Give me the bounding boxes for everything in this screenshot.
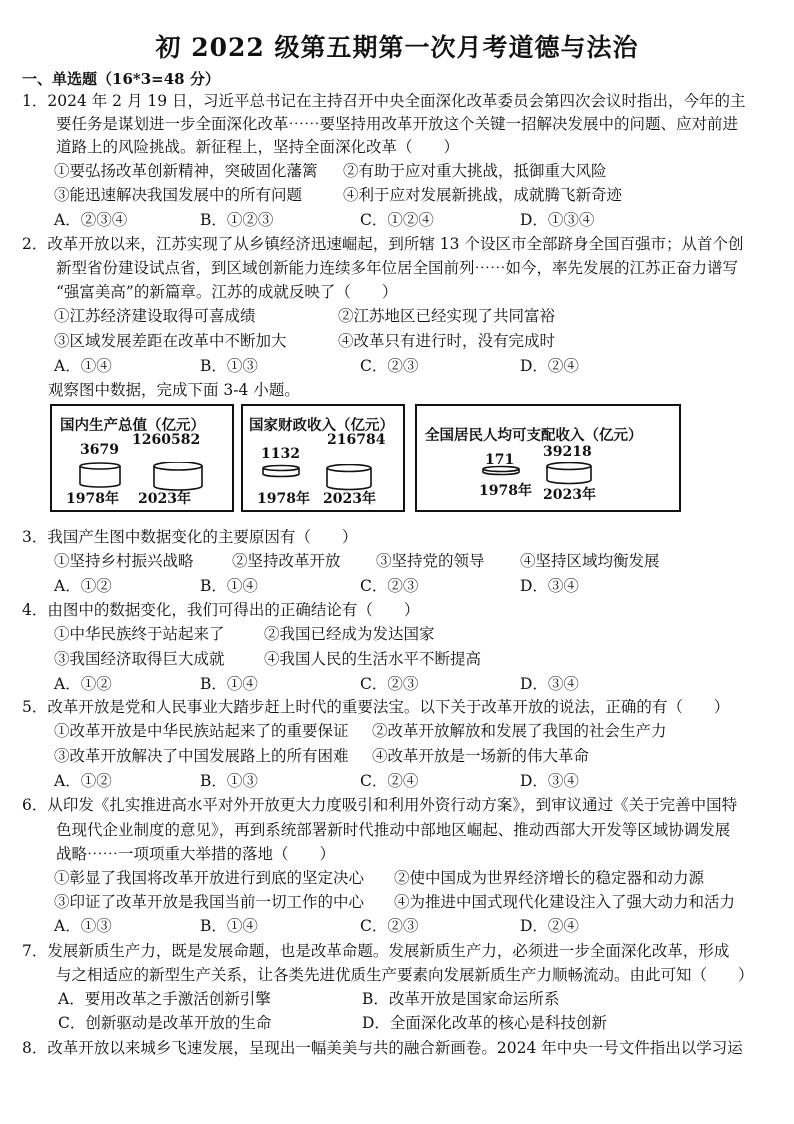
gdp-chart-box (50, 404, 234, 512)
q7-choice-c[interactable]: C．创新驱动是改革开放的生命 (58, 1014, 272, 1032)
q7-line-1: 7．发展新质生产力，既是发展命题，也是改革命题。发展新质生产力，必须进一步全面深化改革，形成 (22, 942, 730, 960)
income-2023-value: 39218 (543, 444, 592, 460)
q1-line-3: 道路上的风险挑战。新征程上，坚持全面深化改革（ ） (56, 138, 460, 156)
q5-choice-d[interactable]: D．③④ (520, 772, 579, 790)
q5-stem: 5．改革开放是党和人民事业大踏步赶上时代的重要法宝。以下关于改革开放的说法，正确的有（ ） (22, 698, 730, 716)
q4-item-2: ②我国已经成为发达国家 (264, 625, 435, 643)
q3-item-4: ④坚持区域均衡发展 (520, 552, 660, 570)
income-chart-box (415, 404, 681, 512)
q4-choice-a[interactable]: A．①② (54, 675, 112, 693)
q8-line-1: 8．改革开放以来城乡飞速发展，呈现出一幅美美与共的融合新画卷。2024 年中央一号文件指出以学习运 (22, 1039, 743, 1057)
q6-choice-d[interactable]: D．②④ (520, 917, 579, 935)
q5-item-4: ④改革开放是一场新的伟大革命 (372, 747, 590, 765)
q4-item-1: ①中华民族终于站起来了 (54, 625, 225, 643)
q4-choice-b[interactable]: B．①④ (200, 675, 258, 693)
q1-choice-b[interactable]: B．①②③ (200, 211, 274, 229)
q1-choice-a[interactable]: A．②③④ (54, 211, 128, 229)
q7-choice-b[interactable]: B．改革开放是国家命运所系 (362, 990, 560, 1008)
q6-choice-a[interactable]: A．①③ (54, 917, 112, 935)
section-heading: 一、单选题（16*3=48 分） (22, 70, 220, 88)
q6-line-2: 色现代企业制度的意见》，再到系统部署新时代推动中部地区崛起、推动西部大开发等区域协调发展 (56, 821, 731, 839)
q1-item-3: ③能迅速解决我国发展中的所有问题 (54, 186, 303, 204)
q3-item-3: ③坚持党的领导 (376, 552, 485, 570)
q3-choice-d[interactable]: D．③④ (520, 577, 579, 595)
q1-line-2: 要任务是谋划进一步全面深化改革⋯⋯要坚持用改革开放这个关键一招解决发展中的问题、应对前进 (56, 115, 739, 133)
q3-choice-c[interactable]: C．②③ (360, 577, 419, 595)
gdp-year-1978: 1978年 (66, 491, 119, 507)
q4-stem: 4．由图中的数据变化，我们可得出的正确结论有（ ） (22, 601, 420, 619)
q2-line-1: 2．改革开放以来，江苏实现了从乡镇经济迅速崛起，到所辖 13 个设区市全部跻身全国百强市；从首个创 (22, 235, 744, 253)
q5-item-1: ①改革开放是中华民族站起来了的重要保证 (54, 722, 349, 740)
page-title: 初 2022 级第五期第一次月考道德与法治 (155, 33, 639, 62)
q5-item-3: ③改革开放解决了中国发展路上的所有困难 (54, 747, 349, 765)
revenue-chart-box (241, 404, 405, 512)
q6-line-1: 6．从印发《扎实推进高水平对外开放更大力度吸引和利用外资行动方案》，到审议通过《关于完善中国特 (22, 796, 738, 814)
q6-item-2: ②使中国成为世界经济增长的稳定器和动力源 (394, 869, 705, 887)
revenue-year-2023: 2023年 (323, 491, 376, 507)
q6-choice-b[interactable]: B．①④ (200, 917, 258, 935)
q6-item-4: ④为推进中国式现代化建设注入了强大动力和活力 (394, 893, 736, 911)
gdp-1978-value: 3679 (80, 442, 119, 458)
q4-choice-d[interactable]: D．③④ (520, 675, 579, 693)
revenue-1978-value: 1132 (261, 446, 300, 462)
q4-item-3: ③我国经济取得巨大成就 (54, 650, 225, 668)
income-1978-value: 171 (485, 452, 515, 468)
q2-item-2: ②江苏地区已经实现了共同富裕 (338, 307, 556, 325)
q1-choice-c[interactable]: C．①②④ (360, 211, 434, 229)
q6-line-3: 战略⋯⋯一项项重大举措的落地（ ） (56, 845, 336, 863)
q2-item-4: ④改革只有进行时，没有完成时 (338, 332, 556, 350)
q7-choice-d[interactable]: D．全面深化改革的核心是科技创新 (362, 1014, 607, 1032)
q3-item-2: ②坚持改革开放 (232, 552, 341, 570)
q1-item-4: ④利于应对发展新挑战，成就腾飞新奇迹 (343, 186, 623, 204)
q1-item-2: ②有助于应对重大挑战，抵御重大风险 (343, 162, 607, 180)
q1-item-1: ①要弘扬改革创新精神，突破固化藩篱 (54, 162, 318, 180)
q2-line-2: 新型省份建设试点省，到区域创新能力连续多年位居全国前列⋯⋯如今，率先发展的江苏正奋力谱写 (56, 259, 739, 277)
q2-choice-c[interactable]: C．②③ (360, 357, 419, 375)
q3-item-1: ①坚持乡村振兴战略 (54, 552, 194, 570)
income-year-2023: 2023年 (543, 487, 596, 503)
q3-choice-b[interactable]: B．①④ (200, 577, 258, 595)
q1-choice-d[interactable]: D．①③④ (520, 211, 595, 229)
q2-item-1: ①江苏经济建设取得可喜成绩 (54, 307, 256, 325)
q5-choice-a[interactable]: A．①② (54, 772, 112, 790)
q2-choice-a[interactable]: A．①④ (54, 357, 112, 375)
q7-line-2: 与之相适应的新型生产关系，让各类先进优质生产要素向发展新质生产力顺畅流动。由此可知（ ） (56, 966, 754, 984)
income-chart-title: 全国居民人均可支配收入（亿元） (425, 427, 643, 444)
q3-stem: 3．我国产生图中数据变化的主要原因有（ ） (22, 528, 358, 546)
q3-choice-a[interactable]: A．①② (54, 577, 112, 595)
q2-item-3: ③区域发展差距在改革中不断加大 (54, 332, 287, 350)
q6-choice-c[interactable]: C．②③ (360, 917, 419, 935)
gdp-year-2023: 2023年 (138, 491, 191, 507)
revenue-2023-value: 216784 (327, 432, 386, 448)
q2-choice-b[interactable]: B．①③ (200, 357, 258, 375)
gdp-2023-value: 1260582 (132, 432, 201, 448)
gdp-chart-title: 国内生产总值（亿元） (60, 417, 205, 434)
q2-choice-d[interactable]: D．②④ (520, 357, 579, 375)
q5-choice-c[interactable]: C．②④ (360, 772, 419, 790)
income-year-1978: 1978年 (479, 483, 532, 499)
q2-line-3: “强富美高”的新篇章。江苏的成就反映了（ ） (56, 283, 398, 301)
revenue-chart-title: 国家财政收入（亿元） (249, 417, 394, 434)
q4-choice-c[interactable]: C．②③ (360, 675, 419, 693)
q5-choice-b[interactable]: B．①③ (200, 772, 258, 790)
q6-item-3: ③印证了改革开放是我国当前一切工作的中心 (54, 893, 365, 911)
q6-item-1: ①彰显了我国将改革开放进行到底的坚定决心 (54, 869, 365, 887)
q4-item-4: ④我国人民的生活水平不断提高 (264, 650, 482, 668)
q1-line-1: 1．2024 年 2 月 19 日，习近平总书记在主持召开中央全面深化改革委员会第四次会议时指出，今年的主 (22, 92, 746, 110)
figure-intro: 观察图中数据，完成下面 3-4 小题。 (48, 381, 300, 399)
q7-choice-a[interactable]: A．要用改革之手激活创新引擎 (58, 990, 271, 1008)
q5-item-2: ②改革开放解放和发展了我国的社会生产力 (372, 722, 667, 740)
revenue-year-1978: 1978年 (257, 491, 310, 507)
